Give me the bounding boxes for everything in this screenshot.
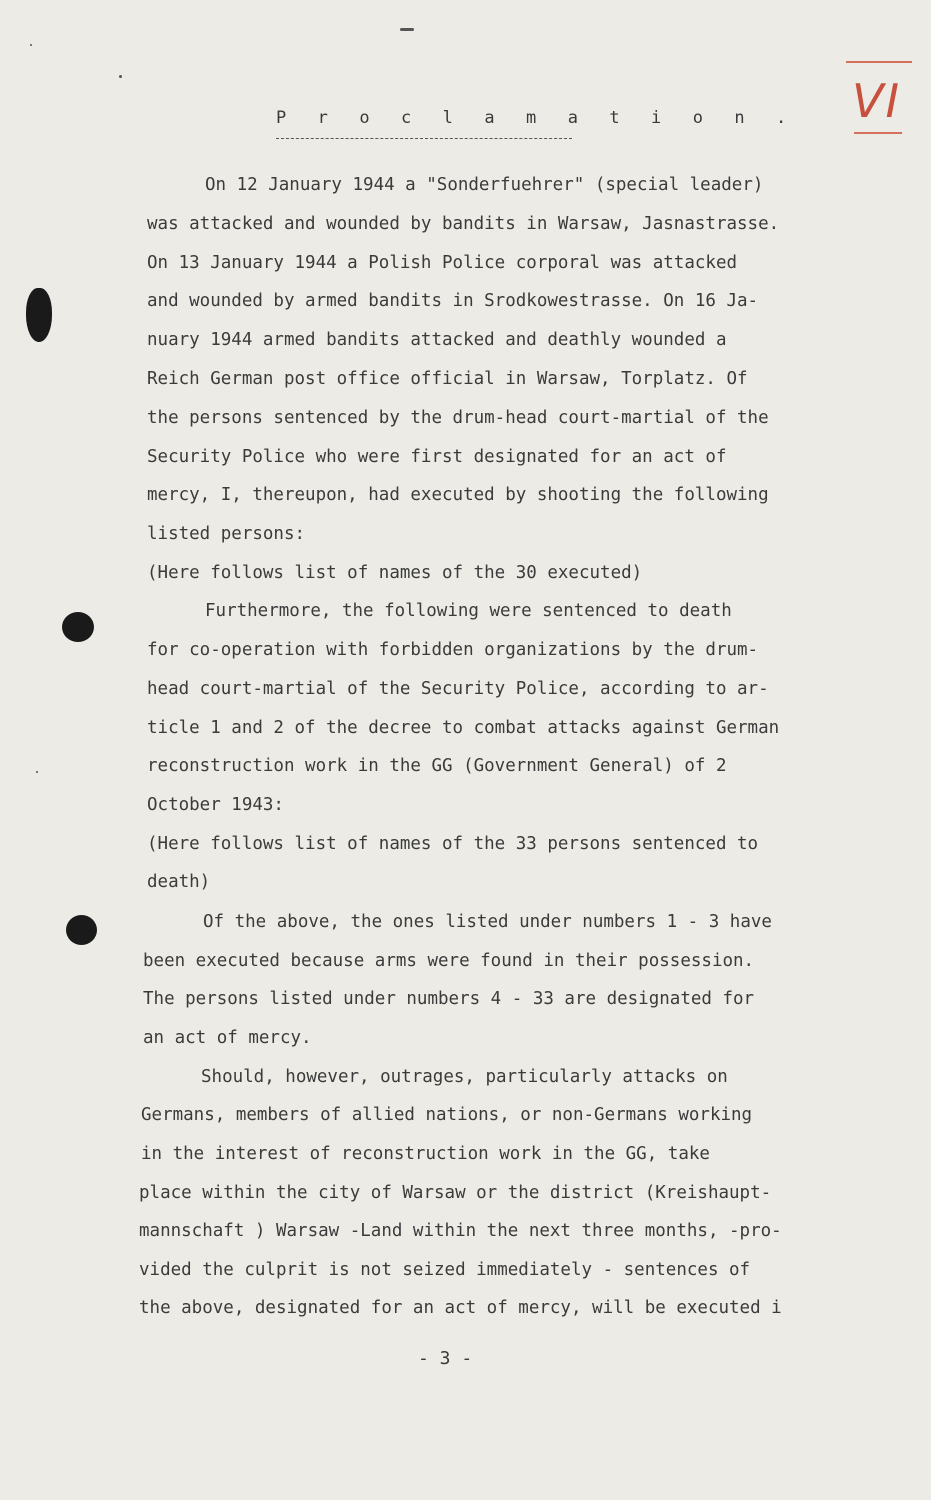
text-line-21: been executed because arms were found in their possession.	[143, 951, 755, 971]
page-number: - 3 -	[418, 1348, 473, 1369]
text-line-4: and wounded by armed bandits in Srodkowestrasse. On 16 Ja-	[147, 291, 759, 311]
text-line-18: (Here follows list of names of the 33 persons sentenced to	[147, 834, 759, 854]
text-line-10: listed persons:	[147, 524, 306, 544]
text-line-5: nuary 1944 armed bandits attacked and deathly wounded a	[147, 330, 727, 350]
punch-hole-mark	[26, 288, 52, 342]
text-line-9: mercy, I, thereupon, had executed by shooting the following	[147, 485, 769, 505]
document-title: P r o c l a m a t i o n .	[276, 108, 797, 128]
text-line-20: Of the above, the ones listed under numbers 1 - 3 have	[203, 912, 772, 932]
punch-hole	[62, 612, 94, 642]
paper-speck	[119, 75, 122, 78]
title-underline	[276, 138, 572, 139]
text-line-11: (Here follows list of names of the 30 executed)	[147, 563, 643, 583]
folio-number: VI	[852, 74, 902, 128]
text-line-23: an act of mercy.	[143, 1028, 312, 1048]
text-line-29: vided the culprit is not seized immediately - sentences of	[139, 1260, 751, 1280]
paper-speck	[36, 771, 38, 773]
text-line-22: The persons listed under numbers 4 - 33 are designated for	[143, 989, 755, 1009]
text-line-16: reconstruction work in the GG (Government General) of 2	[147, 756, 727, 776]
text-line-3: On 13 January 1944 a Polish Police corporal was attacked	[147, 253, 738, 273]
paper-speck	[400, 28, 414, 31]
text-line-12: Furthermore, the following were sentenced to death	[205, 601, 732, 621]
text-line-15: ticle 1 and 2 of the decree to combat attacks against German	[147, 718, 780, 738]
text-line-24: Should, however, outrages, particularly attacks on	[201, 1067, 728, 1087]
punch-hole	[66, 915, 97, 945]
text-line-28: mannschaft ) Warsaw -Land within the next three months, -pro-	[139, 1221, 782, 1241]
text-line-7: the persons sentenced by the drum-head court-martial of the	[147, 408, 769, 428]
text-line-2: was attacked and wounded by bandits in Warsaw, Jasnastrasse.	[147, 214, 780, 234]
text-line-6: Reich German post office official in Warsaw, Torplatz. Of	[147, 369, 748, 389]
folio-bottom-rule	[854, 132, 902, 134]
text-line-30: the above, designated for an act of mercy, will be executed i	[139, 1298, 782, 1318]
text-line-8: Security Police who were first designated for an act of	[147, 447, 727, 467]
text-line-26: in the interest of reconstruction work in the GG, take	[141, 1144, 710, 1164]
text-line-14: head court-martial of the Security Police, according to ar-	[147, 679, 769, 699]
folio-top-rule	[846, 61, 912, 63]
text-line-1: On 12 January 1944 a "Sonderfuehrer" (special leader)	[205, 175, 764, 195]
text-line-17: October 1943:	[147, 795, 284, 815]
text-line-13: for co-operation with forbidden organizations by the drum-	[147, 640, 759, 660]
text-line-19: death)	[147, 872, 211, 892]
text-line-25: Germans, members of allied nations, or non-Germans working	[141, 1105, 753, 1125]
text-line-27: place within the city of Warsaw or the district (Kreishaupt-	[139, 1183, 772, 1203]
paper-speck	[30, 44, 32, 46]
